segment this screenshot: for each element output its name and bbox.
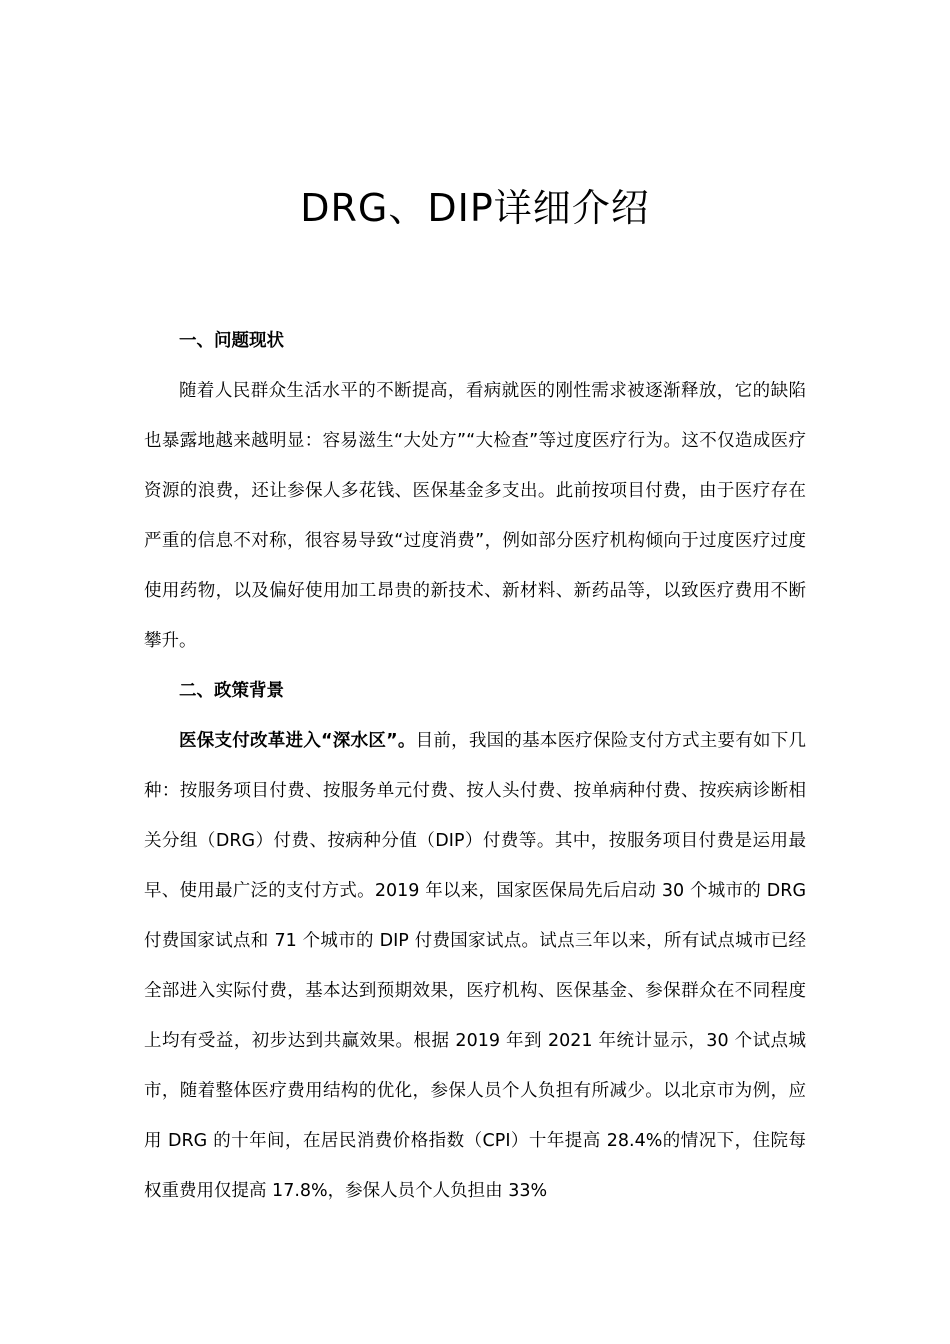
paragraph-lead: 医保支付改革进入“深水区”。: [179, 731, 416, 751]
section-heading-status: 一、问题现状: [179, 331, 284, 351]
paragraph-text: 随着人民群众生活水平的不断提高，看病就医的刚性需求被逐渐释放，它的缺陷也暴露地越来越明显：容易滋生“大处方”“大检查”等过度医疗行为。这不仅造成医疗资源的浪费，还让参保人多花钱、医保基金多支出。此前按项目付费，由于医疗存在严重的信息不对称，很容易导致“过度消费”，例如部分医疗机构倾向于过度医疗过度使用药物，以及偏好使用加工昂贵的新技术、新材料、新药品等，以致医疗费用不断攀升。: [144, 381, 806, 651]
paragraph-policy: [144, 716, 806, 1216]
section-heading-policy: 二、政策背景: [179, 681, 284, 701]
paragraph-status: [144, 366, 806, 666]
paragraph-text: 目前，我国的基本医疗保险支付方式主要有如下几种：按服务项目付费、按服务单元付费、按人头付费、按单病种付费、按疾病诊断相关分组（DRG）付费、按病种分值（DIP）付费等。其中，按服务项目付费是运用最早、使用最广泛的支付方式。2019 年以来，国家医保局先后启动 30 个城市的 DRG 付费国家试点和 71 个城市的 DIP 付费国家试点。试点三年以来，所有试点城市已经全部进入实际付费，基本达到预期效果，医疗机构、医保基金、参保群众在不同程度上均有受益，初步达到共赢效果。根据 2019 年到 2021 年统计显示，30 个试点城市，随着整体医疗费用结构的优化，参保人员个人负担有所减少。以北京市为例，应用 DRG 的十年间，在居民消费价格指数（CPI）十年提高 28.4%的情况下，住院每权重费用仅提高 17.8%，参保人员个人负担由 33%: [144, 731, 806, 1201]
document-body: [144, 316, 806, 1216]
document-title: DRG、DIP详细介绍: [300, 186, 650, 230]
